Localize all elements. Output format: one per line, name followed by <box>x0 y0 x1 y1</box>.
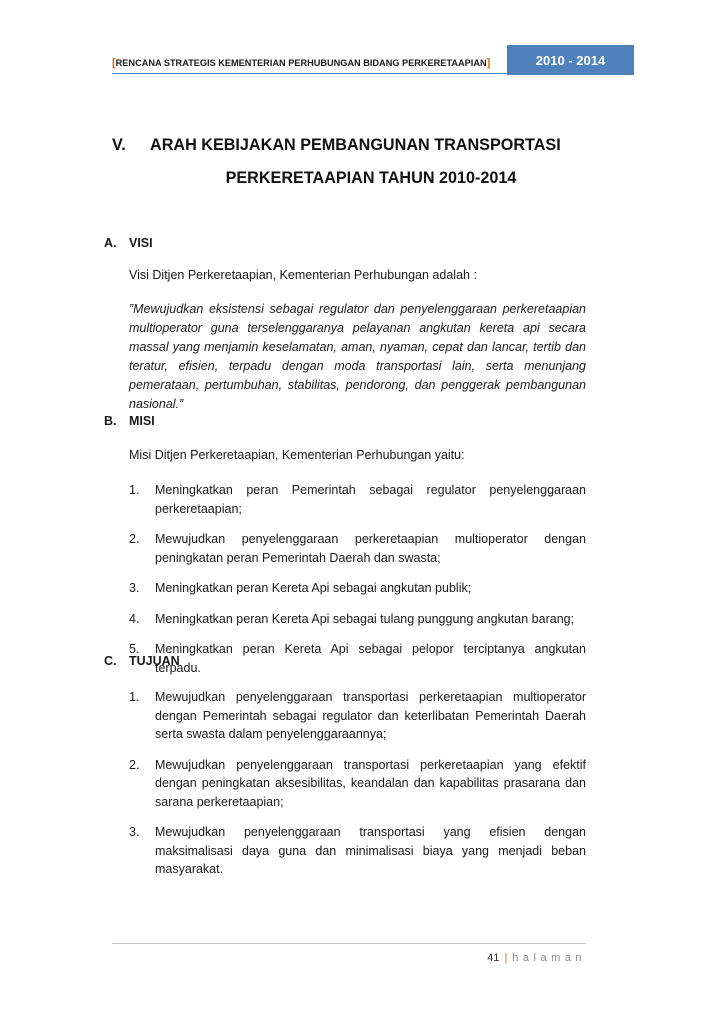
list-item <box>129 756 586 812</box>
page-number: 41 <box>487 952 500 964</box>
list-text: Mewujudkan penyelenggaraan perkeretaapian multioperator dengan peningkatan peran Pemerintah Daerah dan swasta; <box>155 532 586 565</box>
chapter-title-text1: ARAH KEBIJAKAN PEMBANGUNAN TRANSPORTASI <box>150 136 561 154</box>
section-letter: A. <box>104 236 117 250</box>
page-footer <box>487 952 586 964</box>
visi-intro: Visi Ditjen Perkeretaapian, Kementerian Perhubungan adalah : <box>129 268 477 282</box>
section-title: VISI <box>129 236 153 250</box>
misi-list <box>129 481 586 689</box>
tujuan-list <box>129 688 586 891</box>
header-title-text <box>112 57 490 73</box>
list-text: Meningkatkan peran Kereta Api sebagai pelopor terciptanya angkutan terpadu. <box>155 642 586 675</box>
chapter-title-line2: PERKERETAAPIAN TAHUN 2010-2014 <box>225 169 517 187</box>
section-heading-tujuan <box>104 654 180 668</box>
list-item <box>129 610 586 629</box>
header-years-badge: 2010 - 2014 <box>507 45 634 75</box>
list-number: 2. <box>129 757 140 772</box>
list-number: 3. <box>129 581 140 595</box>
list-number: 5. <box>129 642 140 656</box>
list-text: Mewujudkan penyelenggaraan transportasi perkeretaapian multioperator dengan Pemerintah sebagai regulator dan keterlibatan Pemerintah Daerah serta swasta dalam penyelenggaraannya; <box>155 690 586 741</box>
list-text: Mewujudkan penyelenggaraan transportasi perkeretaapian yang efektif dengan peningkatan aksesibilitas, keandalan dan kapabilitas prasarana dan sarana perkeretaapian; <box>155 757 586 809</box>
list-number: 1. <box>129 690 140 704</box>
chapter-title-line1 <box>112 136 592 155</box>
list-text: Meningkatkan peran Pemerintah sebagai regulator penyelenggaraan perkeretaapian; <box>155 483 586 516</box>
list-number: 3. <box>129 825 140 839</box>
list-item <box>129 481 586 518</box>
footer-separator: | <box>504 952 508 964</box>
section-letter: B. <box>104 414 117 428</box>
list-item <box>129 688 586 744</box>
page-header <box>112 45 634 75</box>
section-title: MISI <box>129 414 155 428</box>
list-number: 1. <box>129 483 140 497</box>
footer-divider <box>112 943 586 944</box>
section-title: TUJUAN <box>129 654 180 668</box>
header-title-area <box>112 45 507 74</box>
list-item <box>129 579 586 598</box>
header-title: RENCANA STRATEGIS KEMENTERIAN PERHUBUNGAN BIDANG PERKERETAAPIAN <box>115 58 487 68</box>
list-text: Meningkatkan peran Kereta Api sebagai angkutan publik; <box>155 581 472 595</box>
list-item <box>129 530 586 567</box>
chapter-number: V. <box>112 136 126 154</box>
visi-quote: ”Mewujudkan eksistensi sebagai regulator dan penyelenggaraan perkeretaapian multioperator guna terselenggaranya pelayanan angkutan kereta api secara massal yang menjamin keselamatan, aman, nyaman, cepat dan lancar, tertib dan teratur, efisien, terpadu dengan moda transportasi lain, serta menunjang pemerataan, pertumbuhan, stabilitas, pendorong, dan penggerak pembangunan nasional.” <box>129 302 586 411</box>
list-text: Meningkatkan peran Kereta Api sebagai tulang punggung angkutan barang; <box>155 611 575 626</box>
list-number: 4. <box>129 611 140 626</box>
list-item <box>129 823 586 879</box>
header-close-bracket: ] <box>486 57 491 69</box>
header-open-bracket: [ <box>112 57 116 69</box>
misi-intro: Misi Ditjen Perkeretaapian, Kementerian Perhubungan yaitu: <box>129 448 465 462</box>
list-item <box>129 640 586 677</box>
section-letter: C. <box>104 654 117 668</box>
footer-label: halaman <box>512 952 586 964</box>
section-heading-visi <box>104 236 153 250</box>
chapter-title <box>112 136 592 188</box>
list-number: 2. <box>129 532 140 546</box>
list-text: Mewujudkan penyelenggaraan transportasi yang efisien dengan maksimalisasi daya guna dan minimalisasi biaya yang menjadi beban masyarakat. <box>155 825 586 876</box>
section-heading-misi <box>104 414 155 428</box>
